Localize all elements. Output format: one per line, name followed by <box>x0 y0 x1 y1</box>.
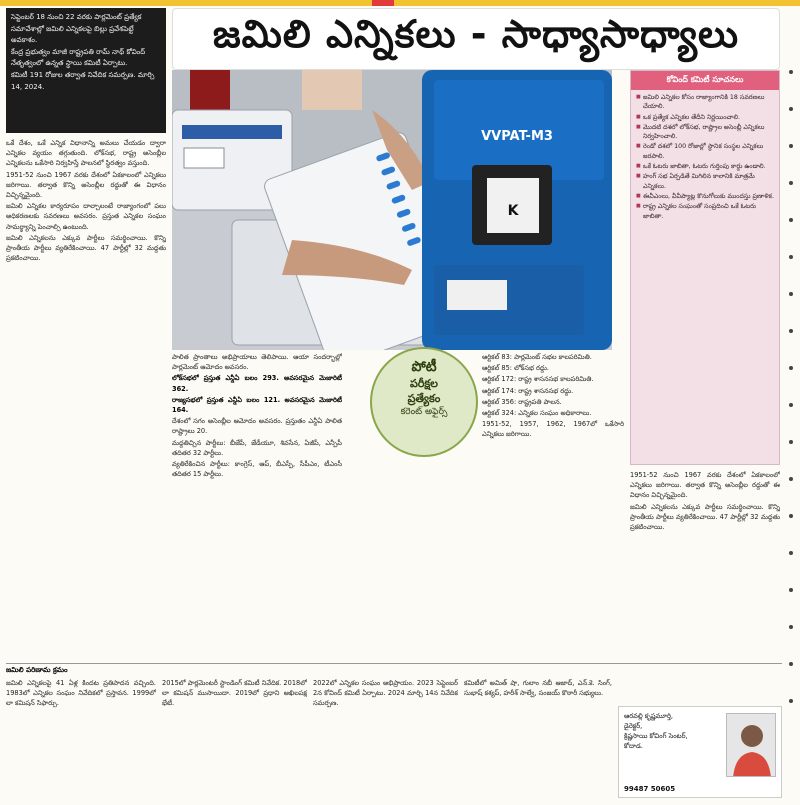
vvpat-slip-letter: K <box>507 203 519 219</box>
sidebar-item: ■ ఒకే ఓటరు జాబితా, ఓటరు గుర్తింపు కార్డు ఉండాలి. <box>636 162 774 171</box>
author-info <box>624 711 722 751</box>
author-name: ఆరవల్లి కృష్ణమూర్తి, <box>624 712 673 720</box>
bullet-dot <box>789 181 793 185</box>
bullet-dot <box>789 329 793 333</box>
article-paragraph: వ్యతిరేకించిన పార్టీలు: కాంగ్రెస్, ఆప్, బీఎస్పీ, సీపీఎం, టీఎంసీ తదితర 15 పార్టీలు. <box>172 460 342 479</box>
intro-paragraph: సెప్టెంబర్ 18 నుంచి 22 వరకు పార్లమెంట్ ప్రత్యేక సమావేశాల్లో జమిలి ఎన్నికలపై బిల్లు ప్రవేశపెట్టే అవకాశం. <box>11 13 142 45</box>
top-color-bar <box>0 0 800 6</box>
bullet-dot <box>789 662 793 666</box>
bullet-dot <box>789 403 793 407</box>
intro-paragraph: కేంద్ర ప్రభుత్వం మాజీ రాష్ట్రపతి రామ్ నాథ్ కోవింద్ నేతృత్వంలో ఉన్నత స్థాయి కమిటీ ఏర్పాటు. <box>11 47 146 68</box>
bullet-dot <box>789 514 793 518</box>
margin-bullets <box>784 70 798 690</box>
article-column-2 <box>172 352 342 658</box>
timeline-text: 2015లో పార్లమెంటరీ స్టాండింగ్ కమిటీ నివేదిక. 2018లో లా కమిషన్ ముసాయిదా. 2019లో ప్రధాని అఖిలపక్ష భేటీ. <box>162 679 307 708</box>
timeline-text: కమిటీలో అమిత్ షా, గులాం నబీ ఆజాద్, ఎన్.కె. సింగ్, సుభాష్ కశ్యప్, హరీశ్ సాల్వే, సంజయ్ కొఠారీ సభ్యులు. <box>464 679 612 698</box>
author-city: కోదాడ. <box>624 742 643 750</box>
author-title: డైరెక్టర్, <box>624 722 643 730</box>
article-paragraph: దేశంలో సగం అసెంబ్లీల ఆమోదం అవసరం. ప్రస్తుతం ఎన్డీఏ పాలిత రాష్ట్రాలు 20. <box>172 417 342 436</box>
bullet-dot <box>789 107 793 111</box>
timeline-column-2 <box>162 678 307 800</box>
competitive-exams-badge <box>370 347 478 457</box>
intro-summary-box <box>6 8 166 133</box>
timeline-heading: జమిలి పరిణామ క్రమం <box>6 666 68 674</box>
bullet-dot <box>789 292 793 296</box>
article-column-1 <box>6 138 166 660</box>
intro-paragraph: కమిటీ 191 రోజుల తర్వాత నివేదిక సమర్పణ. మార్చి 14, 2024. <box>11 70 155 91</box>
badge-line: పోటీ <box>411 359 437 375</box>
article-paragraph: ఒకే దేశం, ఒకే ఎన్నిక విధానాన్ని అమలు చేయడం ద్వారా ఎన్నికల వ్యయం తగ్గుతుంది. లోక్‌సభ, రాష్ట్ర అసెంబ్లీల ఎన్నికలను ఒకేసారి నిర్వహిస్తే పాలనలో స్థిరత్వం వస్తుంది. <box>6 139 166 168</box>
sidebar-item: ■ జమిలి ఎన్నికల కోసం రాజ్యాంగానికి 18 సవరణలు చేయాలి. <box>636 93 774 112</box>
article-paragraph: మద్దతిచ్చిన పార్టీలు: బీజేపీ, జేడీయూ, శివసేన, ఏజీపీ, ఎన్పీపీ తదితర 32 పార్టీలు. <box>172 438 342 457</box>
vvpat-label: VVPAT-M3 <box>481 129 553 144</box>
article-paragraph: ఆర్టికల్ 172: రాష్ట్ర శాసనసభ కాలపరిమితి. <box>482 375 594 384</box>
article-column-4 <box>630 470 780 660</box>
article-paragraph: పాలిత ప్రాంతాలు అభిప్రాయాలు తెలిపాయి. ఆయా సందర్భాల్లో పార్లమెంట్ ఆమోదం అవసరం. <box>172 353 342 372</box>
avatar-silhouette <box>727 714 776 777</box>
sidebar-item: ■ రాష్ట్ర ఎన్నికల సంఘంతో సంప్రదించి ఒకే ఓటరు జాబితా. <box>636 202 774 221</box>
author-photo <box>726 713 776 777</box>
author-box <box>618 706 782 798</box>
section-divider <box>6 663 782 664</box>
sidebar-item: ■ మొదటి దశలో లోక్‌సభ, రాష్ట్రాల అసెంబ్లీ ఎన్నికలు నిర్వహించాలి. <box>636 123 774 142</box>
sidebar-item: ■ హంగ్ సభ ఏర్పడితే మిగిలిన కాలానికి మాత్రమే ఎన్నికలు. <box>636 172 774 191</box>
kovind-committee-sidebar <box>630 70 780 465</box>
badge-line: పరీక్షల <box>410 377 438 390</box>
bullet-dot <box>789 477 793 481</box>
bullet-dot <box>789 440 793 444</box>
article-paragraph: ఆర్టికల్ 174: రాష్ట్ర శాసనసభ రద్దు. <box>482 386 574 395</box>
article-paragraph: ఆర్టికల్ 83: పార్లమెంట్ సభల కాలపరిమితి. <box>482 353 592 361</box>
bullet-dot <box>789 588 793 592</box>
timeline-text: జమిలి ఎన్నికలపై 41 ఏళ్ల కిందట ప్రతిపాదన వచ్చింది. 1983లో ఎన్నికల సంఘం నివేదికలో ప్రస్తావన. 1999లో లా కమిషన్ సిఫార్సు. <box>6 679 156 708</box>
bullet-dot <box>789 366 793 370</box>
article-paragraph: ఆర్టికల్ 356: రాష్ట్రపతి పాలన. <box>482 397 562 406</box>
timeline-text: 2022లో ఎన్నికల సంఘం అభిప్రాయం. 2023 సెప్టెంబర్ 2న కోవింద్ కమిటీ ఏర్పాటు. 2024 మార్చి 14న నివేదిక సమర్పణ. <box>313 679 458 708</box>
bullet-dot <box>789 699 793 703</box>
article-column-3 <box>482 352 624 658</box>
article-paragraph: 1951-52 నుంచి 1967 వరకు దేశంలో ఏకకాలంలో ఎన్నికలు జరిగాయి. తర్వాత కొన్ని అసెంబ్లీల రద్దుతో ఈ విధానం విచ్ఛిన్నమైంది. <box>6 170 166 200</box>
sidebar-item: ■ ఒక ప్రత్యేక ఎన్నికల తేదీని నిర్ణయించాలి. <box>636 113 774 122</box>
page-headline: జమిలి ఎన్నికలు - సాధ్యాసాధ్యాలు <box>212 12 740 56</box>
sidebar-item: ■ రెండో దశలో 100 రోజుల్లో స్థానిక సంస్థల ఎన్నికలు జరపాలి. <box>636 142 774 161</box>
evm-vvpat-illustration <box>172 70 612 350</box>
article-paragraph: ఆర్టికల్ 85: లోక్‌సభ రద్దు. <box>482 364 549 373</box>
sidebar-item: ■ ఈవీఎంలు, వీవీప్యాట్ల కొనుగోలుకు ముందస్తు ప్రణాళిక. <box>636 192 774 201</box>
evm-photo <box>172 70 612 350</box>
author-org: క్రిష్ణసాయి కోచింగ్ సెంటర్, <box>624 732 688 740</box>
timeline-column-3 <box>313 678 458 800</box>
timeline-column-4 <box>464 678 612 800</box>
author-phone: 99487 50605 <box>624 785 676 793</box>
bullet-dot <box>789 255 793 259</box>
badge-line: ప్రత్యేకం <box>407 392 441 405</box>
timeline-column-1 <box>6 678 156 800</box>
article-paragraph: 1951-52, 1957, 1962, 1967లో ఒకేసారి ఎన్నికలు జరిగాయి. <box>482 420 624 439</box>
headline-banner <box>172 8 780 70</box>
article-paragraph: జమిలి ఎన్నికల కార్యరూపం దాల్చాలంటే రాజ్యాంగంలో పలు అధికరణలకు సవరణలు అవసరం. ప్రస్తుత ఎన్నికల సంఘం సామర్థ్యాన్ని పెంచాల్సి ఉంటుంది. <box>6 202 166 231</box>
article-paragraph: ఆర్టికల్ 324: ఎన్నికల సంఘం అధికారాలు. <box>482 409 592 418</box>
sidebar-list <box>631 90 779 225</box>
sidebar-title: కోవింద్ కమిటీ సూచనలు <box>631 71 779 90</box>
bullet-dot <box>789 551 793 555</box>
badge-line: కరెంట్ అఫైర్స్ <box>400 407 448 417</box>
article-paragraph: 1951-52 నుంచి 1967 వరకు దేశంలో ఏకకాలంలో ఎన్నికలు జరిగాయి. తర్వాత కొన్ని అసెంబ్లీల రద్దుతో ఈ విధానం విచ్ఛిన్నమైంది. <box>630 471 780 500</box>
article-paragraph: జమిలి ఎన్నికలను ఎక్కువ పార్టీలు సమర్థించాయి. కొన్ని ప్రాంతీయ పార్టీలు వ్యతిరేకించాయి. 47 పార్టీల్లో 32 మద్దతు ప్రకటించాయి. <box>6 233 166 263</box>
bullet-dot <box>789 70 793 74</box>
bullet-dot <box>789 625 793 629</box>
bullet-dot <box>789 144 793 148</box>
bullet-dot <box>789 218 793 222</box>
article-paragraph: జమిలి ఎన్నికలను ఎక్కువ పార్టీలు సమర్థించాయి. కొన్ని ప్రాంతీయ పార్టీలు వ్యతిరేకించాయి. 47 పార్టీల్లో 32 మద్దతు ప్రకటించాయి. <box>630 502 780 532</box>
article-paragraph: లోక్‌సభలో ప్రస్తుత ఎన్డీఏ బలం 293. అవసరమైన మెజారిటీ 362. <box>172 374 342 393</box>
article-paragraph: రాజ్యసభలో ప్రస్తుత ఎన్డీఏ బలం 121. అవసరమైన మెజారిటీ 164. <box>172 395 342 415</box>
